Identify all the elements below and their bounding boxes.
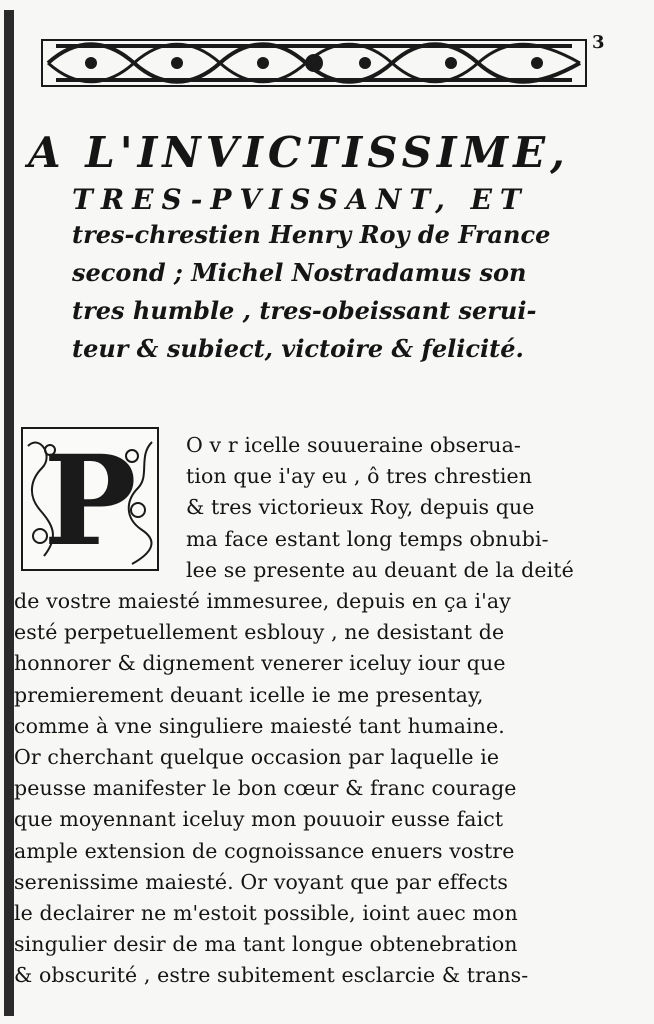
title-line-6: teur & subiect, victoire & felicité. (72, 334, 524, 363)
title-line-4: second ; Michel Nostradamus son (72, 258, 527, 287)
text-line: esté perpetuellement esblouy , ne desistant de (14, 620, 505, 645)
ornamental-headpiece (36, 32, 592, 94)
text-line: premierement deuant icelle ie me presentay, (14, 682, 484, 707)
title-line-1: A L'INVICTISSIME, (28, 128, 570, 177)
title-line-3: tres-chrestien Henry Roy de France (72, 220, 551, 249)
text-line: comme à vne singuliere maiesté tant humaine. (14, 713, 505, 738)
page-edge-shadow (4, 10, 14, 1016)
text-line: singulier desir de ma tant longue obtenebration (14, 932, 518, 957)
text-line: le declairer ne m'estoit possible, ioint auec mon (14, 901, 518, 926)
page-number: 3 (592, 32, 605, 53)
dedication-title (24, 128, 614, 368)
text-line: ma face estant long temps obnubi- (186, 526, 549, 551)
text-line: tion que i'ay eu , ô tres chrestien (186, 464, 533, 489)
text-line: & obscurité , estre subitement esclarcie & trans- (14, 963, 529, 988)
text-line: de vostre maiesté immesuree, depuis en ça i'ay (14, 589, 511, 614)
text-line: O v r icelle souueraine obserua- (186, 433, 521, 457)
text-line: & tres victorieux Roy, depuis que (186, 495, 535, 520)
text-line: que moyennant iceluy mon pouuoir eusse faict (14, 807, 504, 832)
text-line: ample extension de cognoissance enuers vostre (14, 838, 515, 863)
initial-letter: P (43, 429, 137, 572)
text-line: Or cherchant quelque occasion par laquelle ie (14, 745, 500, 770)
title-line-2: TRES-PVISSANT, ET (72, 183, 529, 216)
text-line: peusse manifester le bon cœur & franc courage (14, 776, 517, 801)
body-text (14, 430, 604, 992)
text-line: lee se presente au deuant de la deité (186, 557, 574, 582)
title-line-5: tres humble , tres-obeissant serui- (72, 296, 537, 325)
text-line: serenissime maiesté. Or voyant que par effects (14, 869, 509, 894)
text-line: honnorer & dignement venerer iceluy iour que (14, 651, 506, 676)
